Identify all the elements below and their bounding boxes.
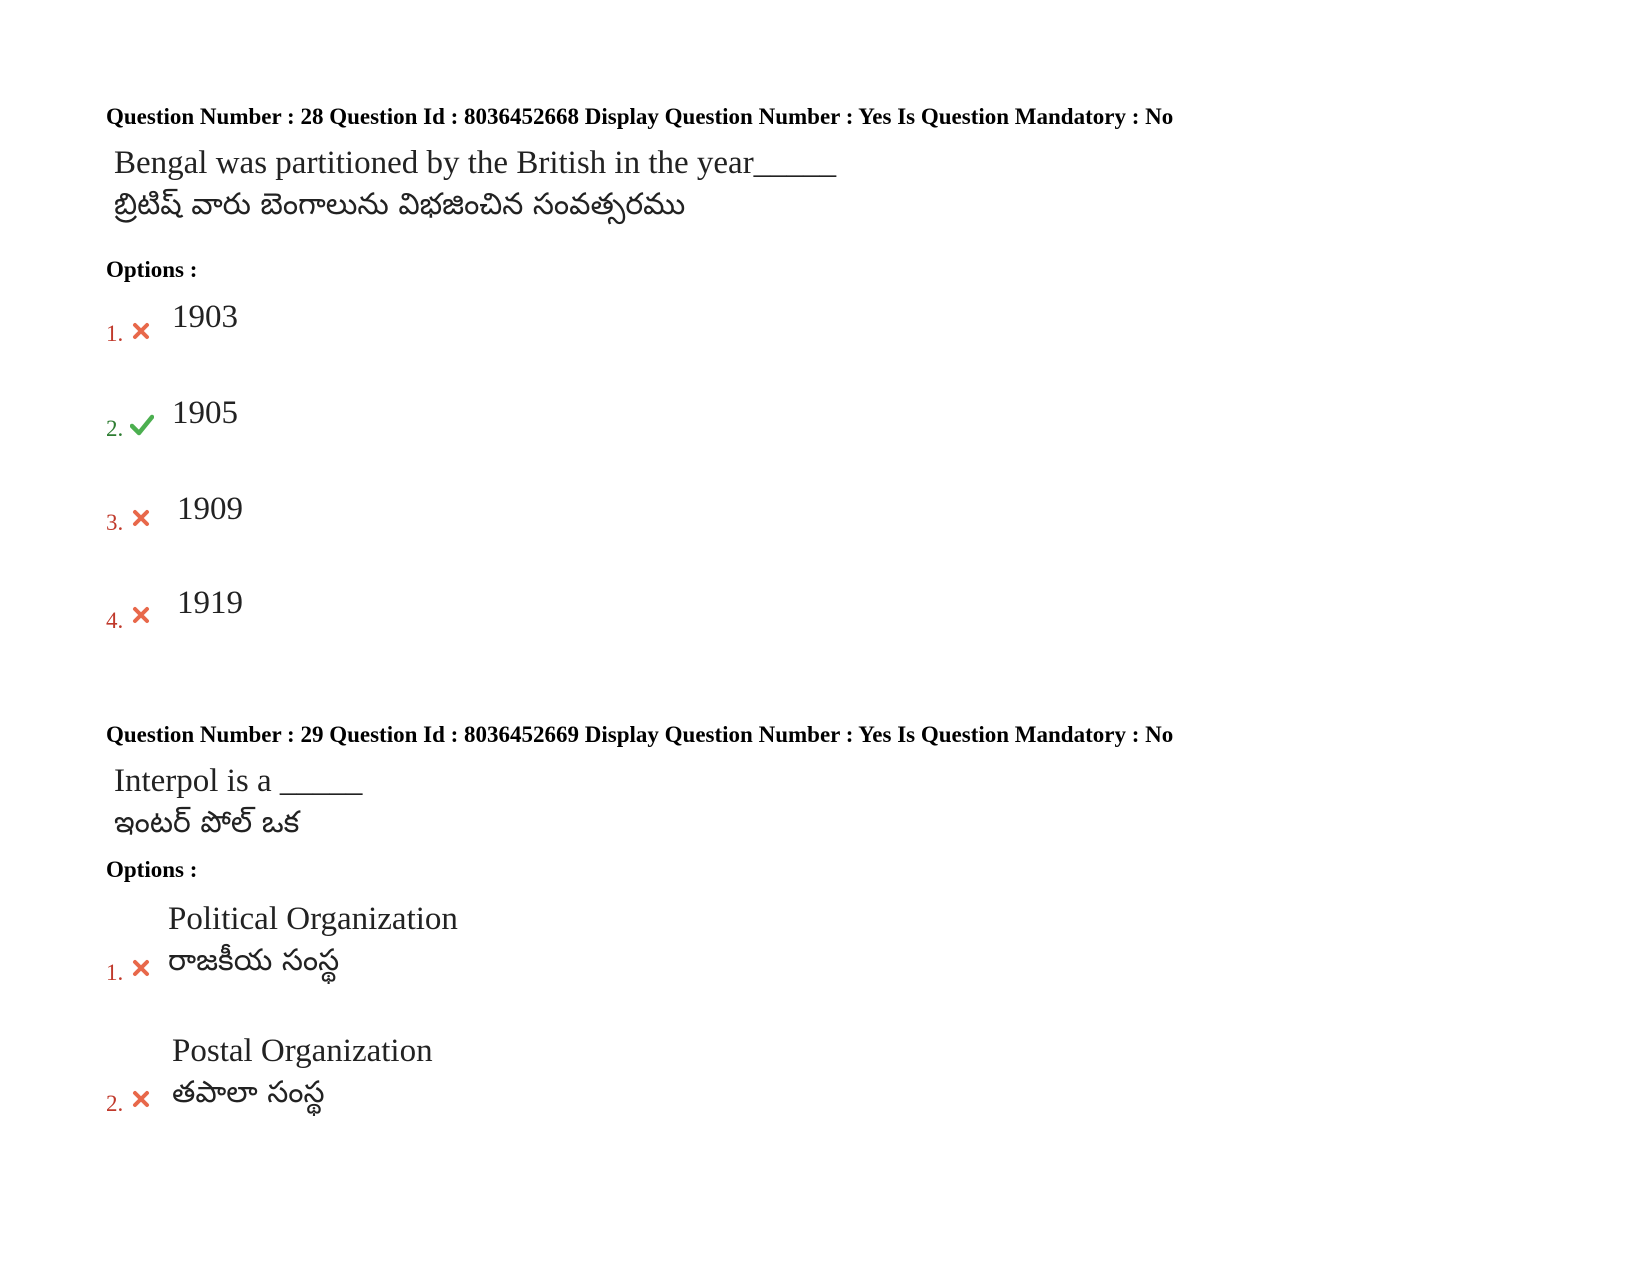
question-28-stem-english: Bengal was partitioned by the British in the year_____ xyxy=(114,145,837,181)
q28-option-4-text: 1919 xyxy=(177,585,243,621)
check-icon xyxy=(130,414,154,436)
q29-option-1-text-telugu: రాజకీయ సంస్థ xyxy=(168,943,340,978)
question-29-header: Question Number : 29 Question Id : 8036452669 Display Question Number : Yes Is Question Mandatory : No xyxy=(106,722,1174,747)
q28-option-1-number: 1. xyxy=(106,321,124,346)
question-29-stem-telugu: ఇంటర్ పోల్ ఒక xyxy=(114,805,300,840)
q29-option-1-number: 1. xyxy=(106,960,124,985)
question-29-stem xyxy=(114,760,362,844)
q29-option-2-text-english: Postal Organization xyxy=(172,1033,433,1069)
cross-icon xyxy=(131,508,151,528)
q29-option-2-number: 2. xyxy=(106,1091,124,1116)
question-28-stem-telugu: బ్రిటిష్ వారు బెంగాలును విభజించిన సంవత్సరము xyxy=(114,187,686,222)
q28-option-4-number: 4. xyxy=(106,608,124,633)
question-28-header: Question Number : 28 Question Id : 8036452668 Display Question Number : Yes Is Question Mandatory : No xyxy=(106,104,1174,129)
cross-icon xyxy=(131,1089,151,1109)
q28-option-1-text: 1903 xyxy=(172,299,238,335)
cross-icon xyxy=(131,321,151,341)
q28-option-2-text: 1905 xyxy=(172,395,238,431)
question-28-stem xyxy=(114,142,836,226)
q29-option-2-text-telugu: తపాలా సంస్థ xyxy=(172,1075,325,1110)
q28-option-2-number: 2. xyxy=(106,416,124,441)
q29-option-2-text xyxy=(172,1030,433,1114)
q29-option-1-text-english: Political Organization xyxy=(168,901,458,937)
cross-icon xyxy=(131,958,151,978)
question-29-stem-english: Interpol is a _____ xyxy=(114,763,363,799)
question-29-options-label: Options : xyxy=(106,857,198,882)
question-28-options-label: Options : xyxy=(106,257,198,282)
cross-icon xyxy=(131,605,151,625)
q28-option-3-number: 3. xyxy=(106,510,124,535)
q28-option-3-text: 1909 xyxy=(177,491,243,527)
q29-option-1-text xyxy=(168,898,458,982)
